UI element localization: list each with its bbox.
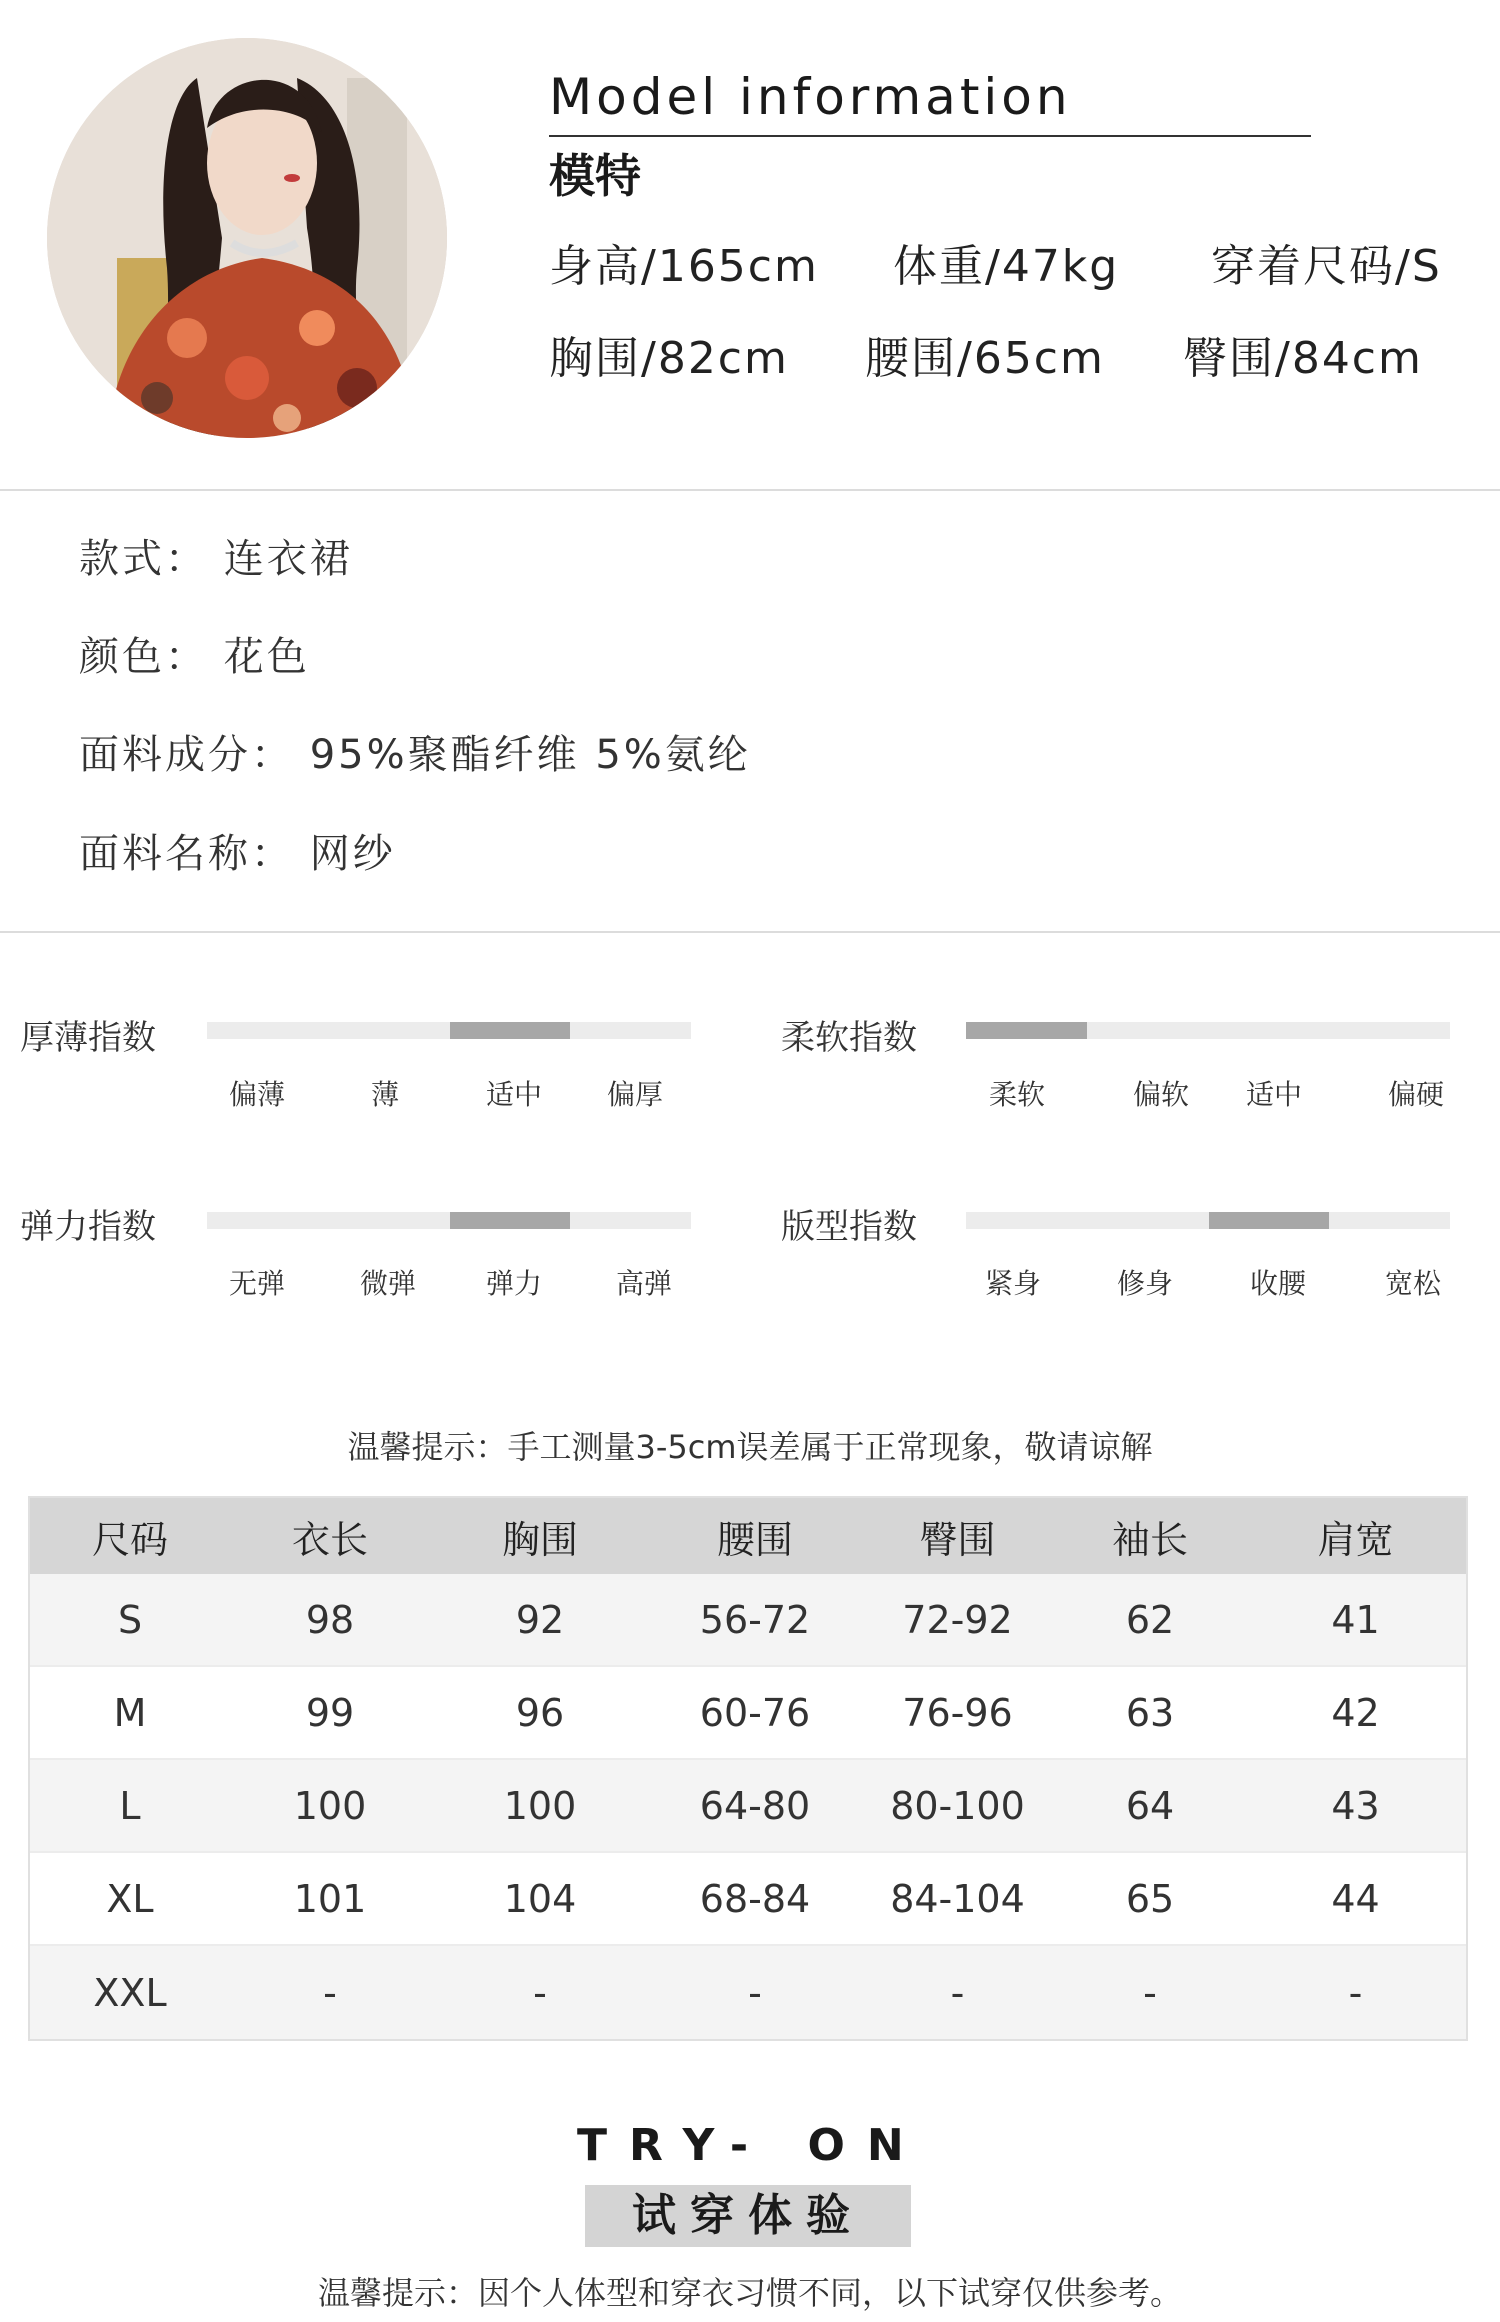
elasticity-option: 微弹 (359, 1267, 417, 1300)
table-cell: XL (106, 1876, 154, 1921)
table-cell: 96 (515, 1690, 565, 1735)
table-header-cell: 腰围 (716, 1517, 793, 1562)
section-divider (0, 489, 1500, 491)
table-cell: - (1143, 1970, 1157, 2015)
thickness-option: 偏薄 (228, 1078, 286, 1111)
model-subtitle: 模特 (549, 149, 641, 203)
table-cell: 84-104 (890, 1876, 1025, 1921)
elasticity-index-label: 弹力指数 (20, 1207, 156, 1247)
thickness-option: 适中 (485, 1078, 543, 1111)
table-cell: 62 (1125, 1597, 1175, 1642)
elasticity-option: 弹力 (485, 1267, 543, 1300)
table-cell: 68-84 (699, 1876, 811, 1921)
model-waist: 腰围/65cm (865, 333, 1105, 384)
attr-fabric-name: 面料名称： 网纱 (79, 831, 396, 877)
table-header-cell: 袖长 (1111, 1517, 1188, 1562)
measurement-tip: 温馨提示：手工测量3-5cm误差属于正常现象，敬请谅解 (347, 1428, 1153, 1466)
fit-index-label: 版型指数 (781, 1207, 917, 1247)
table-header-cell: 臀围 (919, 1517, 996, 1562)
thickness-index-label: 厚薄指数 (20, 1018, 156, 1058)
softness-index-track (966, 1022, 1450, 1039)
elasticity-option: 无弹 (228, 1267, 286, 1300)
table-header-cell: 肩宽 (1317, 1517, 1394, 1562)
softness-option: 柔软 (988, 1078, 1046, 1111)
table-cell: 41 (1331, 1597, 1380, 1642)
elasticity-index-fill (450, 1212, 570, 1229)
thickness-option: 偏厚 (606, 1078, 664, 1111)
table-cell: S (117, 1597, 143, 1642)
model-size: 穿着尺码/S (1211, 241, 1442, 292)
attr-composition: 面料成分： 95%聚酯纤维 5%氨纶 (79, 732, 751, 778)
attr-style: 款式： 连衣裙 (79, 536, 353, 582)
table-cell: 99 (305, 1690, 355, 1735)
table-cell: 65 (1125, 1876, 1175, 1921)
model-photo-illustration (47, 38, 447, 438)
table-cell: - (323, 1970, 337, 2015)
fit-index-fill (1209, 1212, 1329, 1229)
softness-option: 偏软 (1132, 1078, 1190, 1111)
model-title-underline (549, 135, 1311, 137)
fit-option: 紧身 (984, 1267, 1042, 1300)
elasticity-option: 高弹 (615, 1267, 673, 1300)
softness-option: 适中 (1245, 1078, 1303, 1111)
tryon-subtitle: 试穿体验 (632, 2190, 864, 2241)
table-header-cell: 尺码 (91, 1517, 168, 1562)
table-cell: 64 (1125, 1783, 1175, 1828)
table-row (30, 1946, 1466, 2039)
section-divider (0, 931, 1500, 933)
size-table (28, 1496, 1468, 2041)
table-cell: - (1348, 1970, 1363, 2015)
attr-color: 颜色： 花色 (79, 634, 310, 680)
table-cell: 100 (503, 1783, 577, 1828)
fit-option: 修身 (1116, 1267, 1174, 1300)
table-cell: - (533, 1970, 547, 2015)
table-header-cell: 胸围 (501, 1517, 578, 1562)
table-cell: 101 (293, 1876, 367, 1921)
tryon-title: TRY- ON (577, 2120, 926, 2171)
table-cell: 100 (293, 1783, 367, 1828)
table-cell: 43 (1331, 1783, 1380, 1828)
thickness-index-track (207, 1022, 691, 1039)
table-cell: L (119, 1783, 141, 1828)
fit-index-track (966, 1212, 1450, 1229)
table-cell: XXL (93, 1970, 167, 2015)
table-cell: 104 (503, 1876, 577, 1921)
model-weight: 体重/47kg (893, 241, 1120, 292)
table-cell: 76-96 (902, 1690, 1013, 1735)
thickness-index-fill (450, 1022, 570, 1039)
table-cell: 60-76 (699, 1690, 811, 1735)
table-row (30, 1760, 1466, 1853)
table-cell: 64-80 (699, 1783, 811, 1828)
table-row (30, 1574, 1466, 1667)
table-cell: M (113, 1690, 147, 1735)
model-photo (47, 38, 447, 438)
table-cell: 44 (1331, 1876, 1380, 1921)
fit-option: 收腰 (1249, 1267, 1307, 1300)
table-cell: 42 (1331, 1690, 1380, 1735)
table-cell: 98 (305, 1597, 355, 1642)
fit-option: 宽松 (1384, 1267, 1442, 1300)
model-bust: 胸围/82cm (549, 333, 789, 384)
model-info-title: Model information (549, 68, 1072, 126)
table-cell: 92 (515, 1597, 565, 1642)
table-header-cell: 衣长 (291, 1517, 368, 1562)
tryon-tip: 温馨提示：因个人体型和穿衣习惯不同，以下试穿仅供参考。 (317, 2274, 1182, 2312)
table-row (30, 1853, 1466, 1946)
table-header-row (30, 1498, 1466, 1574)
table-cell: 56-72 (699, 1597, 811, 1642)
table-cell: 63 (1125, 1690, 1175, 1735)
table-cell: 80-100 (890, 1783, 1025, 1828)
softness-index-label: 柔软指数 (781, 1018, 917, 1058)
table-cell: 72-92 (902, 1597, 1013, 1642)
thickness-option: 薄 (370, 1078, 400, 1111)
table-cell: - (950, 1970, 965, 2015)
softness-index-fill (966, 1022, 1087, 1039)
elasticity-index-track (207, 1212, 691, 1229)
softness-option: 偏硬 (1387, 1078, 1445, 1111)
model-hip: 臀围/84cm (1183, 333, 1423, 384)
model-height: 身高/165cm (549, 241, 819, 292)
table-cell: - (748, 1970, 762, 2015)
table-row (30, 1667, 1466, 1760)
